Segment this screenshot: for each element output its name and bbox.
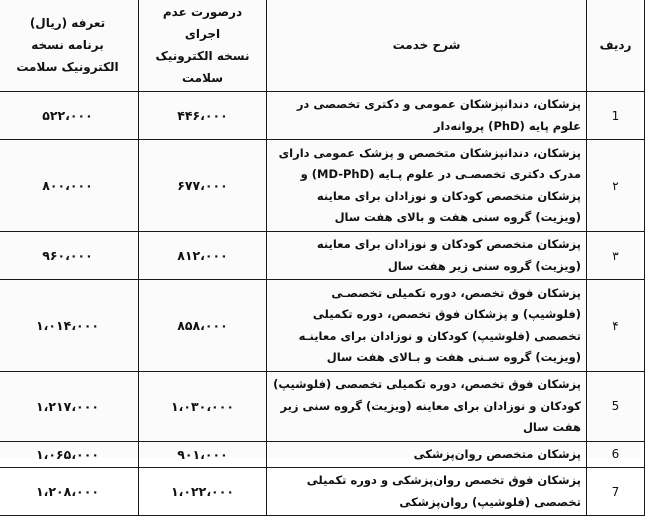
service-description: پزشکان فوق تخصص روان‌پزشکی و دوره تکمیلی تخصصی (فلوشیپ) روان‌پزشکی <box>267 468 587 516</box>
header-line: نسخه الکترونیک <box>155 49 250 63</box>
table-row <box>0 232 645 280</box>
header-line: درصورت عدم اجرای <box>162 5 243 41</box>
tariff-without-ehr: ۸۱۲،۰۰۰ <box>139 232 267 280</box>
service-description: پزشکان، دندانپزشکان متخصص و پزشک عمومی دارای مدرک دکتری تخصصـی در علوم پـایه (MD-PhD) و پزشکان متخصص کودکان و نوزادان برای معاینه (ویزیت) گروه سنی هفت و بالای هفت سال <box>267 140 587 232</box>
tariff-with-ehr: ۱،۲۱۷،۰۰۰ <box>0 372 139 442</box>
tariff-without-ehr: ۱،۰۲۲،۰۰۰ <box>139 468 267 516</box>
row-number: 1 <box>587 92 645 140</box>
tariff-without-ehr: ۱،۰۳۰،۰۰۰ <box>139 372 267 442</box>
tariff-without-ehr: ۴۴۶،۰۰۰ <box>139 92 267 140</box>
table-header-row <box>0 0 645 92</box>
tariff-with-ehr: ۱،۲۰۸،۰۰۰ <box>0 468 139 516</box>
table-row <box>0 140 645 232</box>
service-description: پزشکان فوق تخصص، دوره تکمیلی تخصصـی (فلوشیپ) و پزشکان فوق تخصص، دوره تکمیلی تخصصی (فلوشیپ) کودکان و نوزادان برای معاینـه (ویزیت) گروه سـنی هفت و بـالای هفت سال <box>267 280 587 372</box>
tariff-with-ehr: ۹۶۰،۰۰۰ <box>0 232 139 280</box>
row-number: ۴ <box>587 280 645 372</box>
header-tariff-with-ehr <box>0 0 139 92</box>
tariff-with-ehr: ۱،۰۶۵،۰۰۰ <box>0 441 139 468</box>
row-number: ۳ <box>587 232 645 280</box>
header-line: تعرفه (ریال) <box>29 16 106 30</box>
header-tariff-without-ehr <box>139 0 267 92</box>
table-row <box>0 468 645 516</box>
header-service-description: شرح خدمت <box>267 0 587 92</box>
header-line: برنامه نسخه <box>31 38 104 52</box>
tariff-with-ehr: ۵۲۲،۰۰۰ <box>0 92 139 140</box>
tariff-with-ehr: ۱،۰۱۴،۰۰۰ <box>0 280 139 372</box>
service-description: پزشکان متخصص کودکان و نوزادان برای معاینه (ویزیت) گروه سنی زیر هفت سال <box>267 232 587 280</box>
tariff-without-ehr: ۹۰۱،۰۰۰ <box>139 441 267 468</box>
row-number: ۲ <box>587 140 645 232</box>
table-row <box>0 372 645 442</box>
header-line: الکترونیک سلامت <box>16 60 119 74</box>
tariff-without-ehr: ۶۷۷،۰۰۰ <box>139 140 267 232</box>
table-row <box>0 441 645 468</box>
table-row <box>0 280 645 372</box>
row-number: 7 <box>587 468 645 516</box>
row-number: 5 <box>587 372 645 442</box>
service-description: پزشکان، دندانپزشکان عمومی و دکتری تخصصی در علوم پایه (PhD) پروانه‌دار <box>267 92 587 140</box>
tariff-with-ehr: ۸۰۰،۰۰۰ <box>0 140 139 232</box>
table-row <box>0 92 645 140</box>
header-line: سلامت <box>181 71 224 85</box>
header-row-number: ردیف <box>587 0 645 92</box>
tariff-without-ehr: ۸۵۸،۰۰۰ <box>139 280 267 372</box>
row-number: 6 <box>587 441 645 468</box>
service-description: پزشکان متخصص روان‌پزشکی <box>267 441 587 468</box>
service-description: پزشکان فوق تخصص، دوره تکمیلی تخصصی (فلوشیپ) کودکان و نوزادان برای معاینه (ویزیت) گروه سنی زیر هفت سال <box>267 372 587 442</box>
